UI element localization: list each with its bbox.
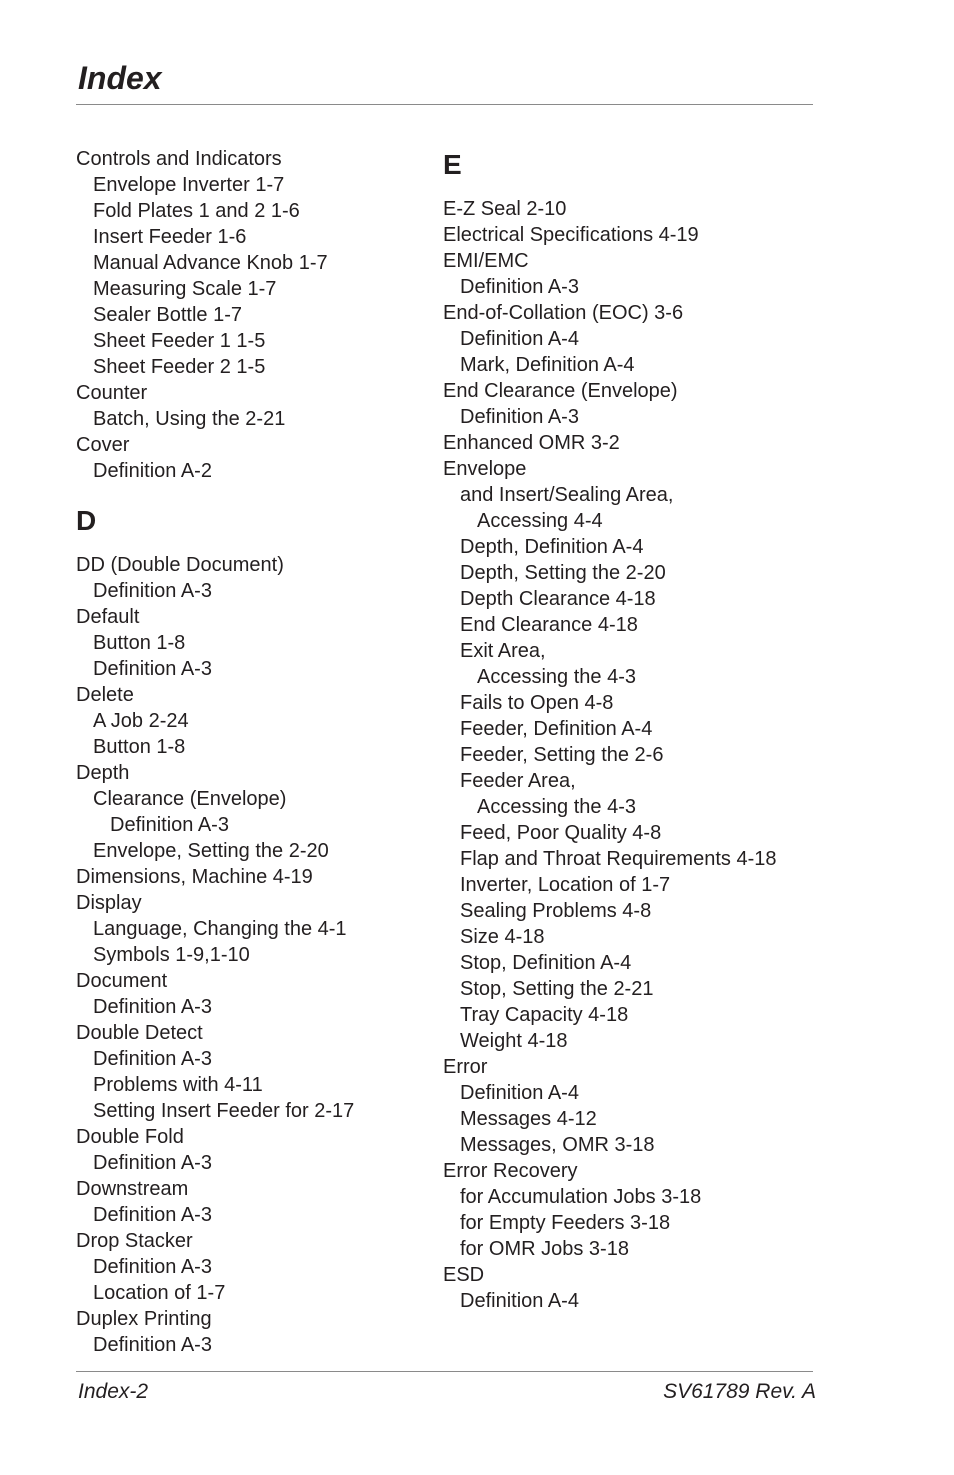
index-subentry: Mark, Definition A-4 — [460, 354, 635, 376]
index-subentry: Definition A-3 — [93, 1204, 212, 1226]
index-subsubentry: Accessing the 4-3 — [477, 666, 636, 688]
index-subsubentry: Accessing the 4-3 — [477, 796, 636, 818]
index-subentry: Sealer Bottle 1-7 — [93, 304, 242, 326]
index-subentry: Depth Clearance 4-18 — [460, 588, 656, 610]
index-subentry: Sealing Problems 4-8 — [460, 900, 652, 922]
page-number: Index-2 — [78, 1380, 149, 1403]
index-subentry: Feeder Area, — [460, 770, 576, 792]
index-subentry: Manual Advance Knob 1-7 — [93, 252, 328, 274]
index-subentry: Envelope, Setting the 2-20 — [93, 840, 329, 862]
index-subentry: for Empty Feeders 3-18 — [460, 1212, 671, 1234]
index-entry: Double Fold — [76, 1126, 184, 1148]
index-subentry: Definition A-3 — [93, 1256, 212, 1278]
index-entry: E-Z Seal 2-10 — [443, 198, 567, 220]
index-subentry: Envelope Inverter 1-7 — [93, 174, 285, 196]
index-subentry: Symbols 1-9,1-10 — [93, 944, 250, 966]
index-subentry: Definition A-3 — [93, 996, 212, 1018]
index-entry: Cover — [76, 434, 130, 456]
index-subentry: Inverter, Location of 1-7 — [460, 874, 671, 896]
index-subentry: Definition A-4 — [460, 1290, 579, 1312]
index-entry: Electrical Specifications 4-19 — [443, 224, 699, 246]
index-subentry: Problems with 4-11 — [93, 1074, 263, 1096]
index-entry: DD (Double Document) — [76, 554, 284, 576]
index-subentry: Stop, Definition A-4 — [460, 952, 632, 974]
index-entry: Dimensions, Machine 4-19 — [76, 866, 313, 888]
index-entry: Drop Stacker — [76, 1230, 193, 1252]
index-subentry: Location of 1-7 — [93, 1282, 226, 1304]
page-title: Index — [78, 60, 162, 96]
index-entry: Document — [76, 970, 168, 992]
index-subentry: and Insert/Sealing Area, — [460, 484, 674, 506]
index-subentry: Measuring Scale 1-7 — [93, 278, 277, 300]
index-subentry: Definition A-2 — [93, 460, 212, 482]
index-subsubentry: Accessing 4-4 — [477, 510, 603, 532]
index-entry: End-of-Collation (EOC) 3-6 — [443, 302, 684, 324]
index-entry: End Clearance (Envelope) — [443, 380, 678, 402]
index-entry: Error — [443, 1056, 488, 1078]
index-subentry: Feeder, Setting the 2-6 — [460, 744, 664, 766]
index-subsubentry: Definition A-3 — [110, 814, 229, 836]
index-subentry: Feed, Poor Quality 4-8 — [460, 822, 662, 844]
index-subentry: Sheet Feeder 2 1-5 — [93, 356, 266, 378]
index-entry: Enhanced OMR 3-2 — [443, 432, 620, 454]
index-column-right — [443, 146, 813, 1314]
index-entry: Default — [76, 606, 140, 628]
index-subentry: Tray Capacity 4-18 — [460, 1004, 629, 1026]
index-entry: Envelope — [443, 458, 527, 480]
index-subentry: Definition A-3 — [93, 1152, 212, 1174]
index-subentry: Definition A-3 — [460, 406, 579, 428]
index-subentry: Clearance (Envelope) — [93, 788, 287, 810]
index-subentry: Weight 4-18 — [460, 1030, 568, 1052]
index-subentry: Fails to Open 4-8 — [460, 692, 614, 714]
index-subentry: Flap and Throat Requirements 4-18 — [460, 848, 777, 870]
index-subentry: Language, Changing the 4-1 — [93, 918, 347, 940]
index-subentry: Definition A-3 — [93, 1048, 212, 1070]
footer-rule — [76, 1371, 813, 1372]
index-subentry: for OMR Jobs 3-18 — [460, 1238, 629, 1260]
index-subentry: A Job 2-24 — [93, 710, 189, 732]
index-entry: EMI/EMC — [443, 250, 529, 272]
index-subentry: Stop, Setting the 2-21 — [460, 978, 654, 1000]
index-subentry: Definition A-3 — [460, 276, 579, 298]
index-subentry: Button 1-8 — [93, 632, 186, 654]
index-entry: Double Detect — [76, 1022, 203, 1044]
index-entry: Duplex Printing — [76, 1308, 212, 1330]
index-entry: ESD — [443, 1264, 485, 1286]
index-entry: Controls and Indicators — [76, 148, 282, 170]
index-column-left — [76, 146, 446, 1358]
section-spacer — [76, 484, 446, 502]
index-entry: Error Recovery — [443, 1160, 578, 1182]
index-entry: Counter — [76, 382, 148, 404]
index-subentry: Feeder, Definition A-4 — [460, 718, 653, 740]
index-subentry: Definition A-3 — [93, 580, 212, 602]
index-entry: Depth — [76, 762, 130, 784]
index-subentry: Sheet Feeder 1 1-5 — [93, 330, 266, 352]
index-subentry: for Accumulation Jobs 3-18 — [460, 1186, 702, 1208]
index-subentry: Definition A-4 — [460, 328, 579, 350]
index-subentry: Depth, Setting the 2-20 — [460, 562, 666, 584]
index-subentry: End Clearance 4-18 — [460, 614, 638, 636]
index-subentry: Insert Feeder 1-6 — [93, 226, 247, 248]
index-subentry: Button 1-8 — [93, 736, 186, 758]
index-subentry: Size 4-18 — [460, 926, 545, 948]
header-rule — [76, 104, 813, 105]
section-heading-e: E — [443, 149, 462, 180]
index-entry: Display — [76, 892, 142, 914]
index-subentry: Definition A-3 — [93, 658, 212, 680]
document-id: SV61789 Rev. A — [663, 1380, 816, 1403]
index-subentry: Messages, OMR 3-18 — [460, 1134, 655, 1156]
index-subentry: Exit Area, — [460, 640, 546, 662]
index-entry: Delete — [76, 684, 134, 706]
index-subentry: Setting Insert Feeder for 2-17 — [93, 1100, 355, 1122]
index-subentry: Messages 4-12 — [460, 1108, 597, 1130]
section-heading-d: D — [76, 505, 97, 536]
index-subentry: Definition A-4 — [460, 1082, 579, 1104]
index-subentry: Batch, Using the 2-21 — [93, 408, 286, 430]
index-subentry: Fold Plates 1 and 2 1-6 — [93, 200, 300, 222]
index-entry: Downstream — [76, 1178, 189, 1200]
index-subentry: Depth, Definition A-4 — [460, 536, 644, 558]
index-subentry: Definition A-3 — [93, 1334, 212, 1356]
